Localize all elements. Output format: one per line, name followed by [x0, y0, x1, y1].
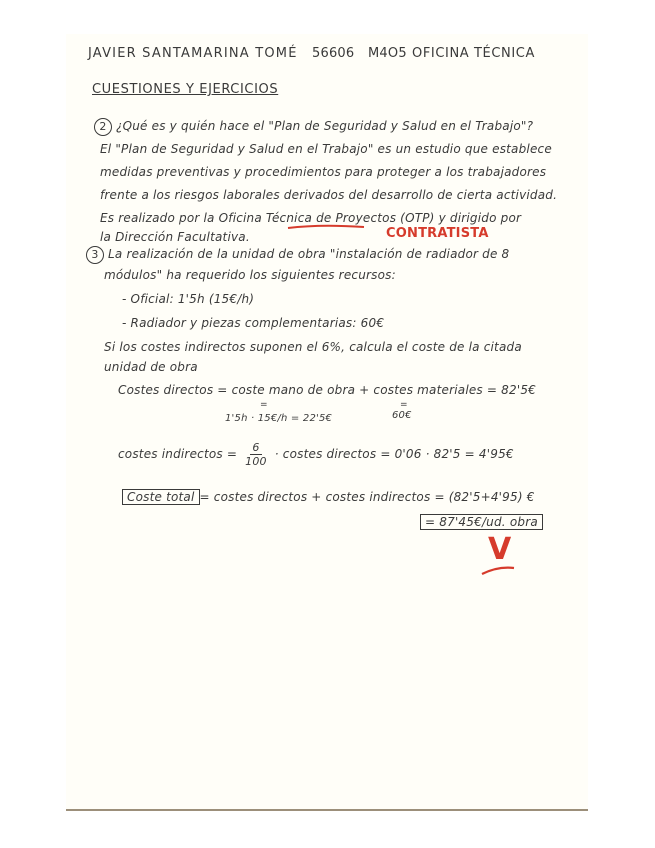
q3-item-1: - Oficial: 1'5h (15€/h) [122, 292, 255, 306]
final-result: = 87'45€/ud. obra [420, 514, 543, 530]
header-number: 56606 [312, 46, 355, 61]
q3-question-1: Si los costes indirectos suponen el 6%, calcula el coste de la citada [104, 340, 522, 354]
section-title: CUESTIONES Y EJERCICIOS [92, 82, 279, 97]
eq-fraction-den: 100 [245, 455, 267, 468]
q2-line-1: El "Plan de Seguridad y Salud en el Trabajo" es un estudio que establece [100, 142, 552, 156]
total-cost-expr: = costes directos + costes indirectos = (82'5+4'95) € [199, 490, 535, 504]
header-name: JAVIER SANTAMARINA TOMÉ [88, 46, 298, 61]
eq-labor-cost: 1'5h · 15€/h = 22'5€ [225, 413, 333, 424]
q2-line-3: frente a los riesgos laborales derivados del desarrollo de cierta actividad. [100, 188, 558, 202]
header-module: M4O5 [368, 46, 407, 61]
eq-indirect-right: · costes directos = 0'06 · 82'5 = 4'95€ [274, 447, 514, 461]
eq-indirect-left: costes indirectos = [118, 447, 238, 461]
q2-question-text: ¿Qué es y quién hace el "Plan de Seguridad y Salud en el Trabajo"? [116, 119, 534, 133]
eq-fraction-num: 6 [252, 441, 260, 454]
check-mark: V [488, 532, 512, 567]
q3-item-2: - Radiador y piezas complementarias: 60€ [122, 316, 385, 330]
q2-line-5: la Dirección Facultativa. [100, 230, 250, 244]
q3-line-1-text: La realización de la unidad de obra "instalación de radiador de 8 [108, 247, 510, 261]
eq-material-cost: 60€ [392, 410, 412, 421]
total-cost-label: Coste total [122, 489, 200, 505]
eq-direct-costs: Costes directos = coste mano de obra + costes materiales = 82'5€ [118, 383, 537, 397]
q2-line-4: Es realizado por la Oficina Técnica de Proyectos (OTP) y dirigido por [100, 211, 522, 225]
q3-line-2: módulos" ha requerido los siguientes recursos: [104, 268, 396, 282]
q3-question-2: unidad de obra [104, 360, 198, 374]
eq-equal-mark-b: = [400, 400, 408, 410]
q2-correction: CONTRATISTA [386, 226, 489, 241]
q3-number: 3 [86, 246, 104, 264]
eq-equal-mark-a: = [260, 400, 268, 410]
header-subject: OFICINA TÉCNICA [412, 46, 535, 61]
q2-line-2: medidas preventivas y procedimientos para proteger a los trabajadores [100, 165, 547, 179]
q2-number: 2 [94, 118, 112, 136]
